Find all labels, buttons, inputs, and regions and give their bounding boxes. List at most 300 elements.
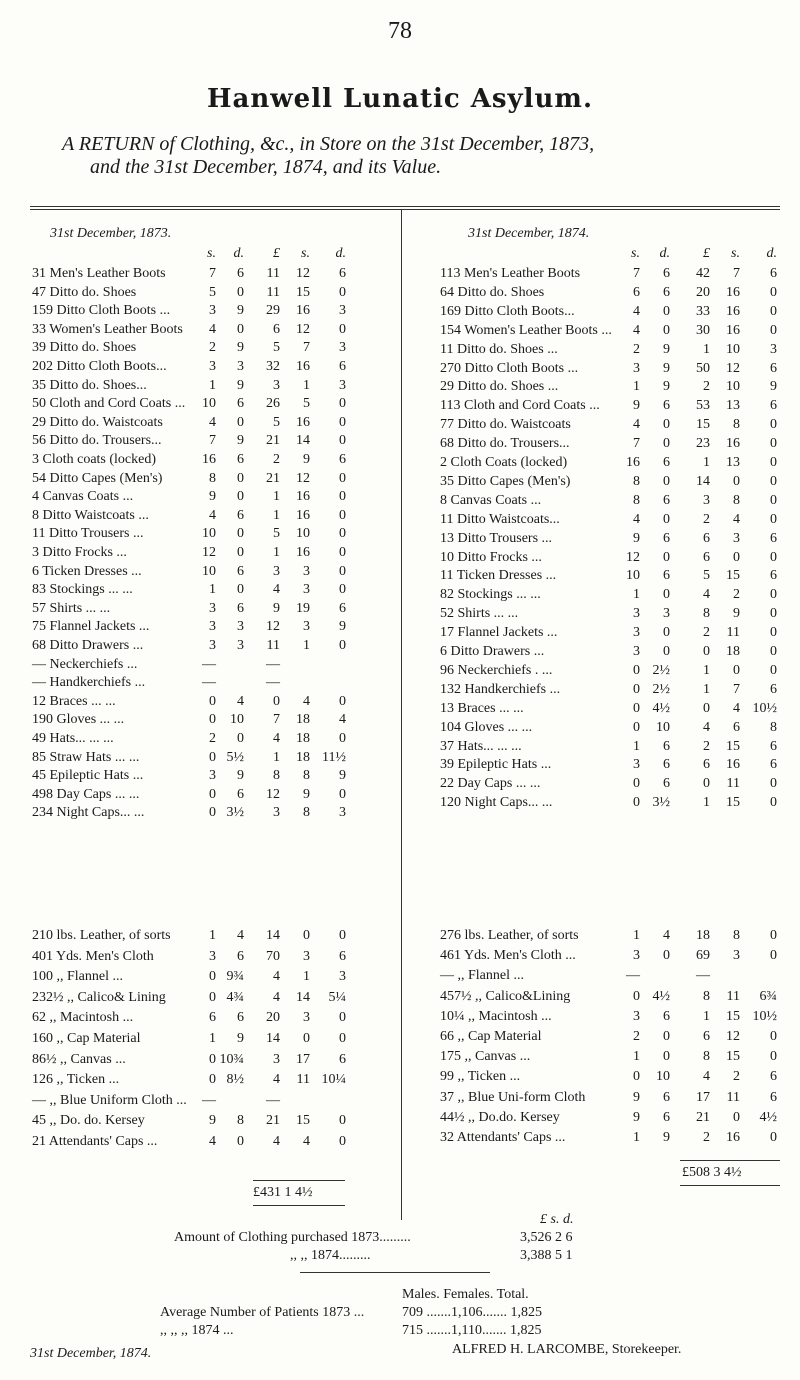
item-value-d: 6: [237, 452, 244, 467]
item-description: 85 Straw Hats ... ...: [32, 749, 140, 765]
item-description: 126 ,, Ticken ...: [32, 1072, 120, 1088]
item-value-s2: 11: [726, 625, 740, 641]
item-value-d: 0: [663, 587, 670, 603]
item-value-d2: 0: [770, 303, 777, 319]
item-description: 54 Ditto Capes (Men's): [32, 470, 163, 486]
item-value-d2: 0: [770, 511, 777, 527]
summary-rule: [300, 1272, 490, 1273]
item-value-L: 1: [273, 749, 280, 765]
item-value-L: 3: [273, 1051, 280, 1067]
item-description: 21 Attendants' Caps ...: [32, 1134, 158, 1149]
item-value-d: 3½: [652, 795, 670, 811]
item-value-d: 6: [663, 492, 670, 508]
item-value-s2: 15: [726, 568, 740, 584]
item-value-s: 5: [209, 284, 216, 300]
item-description: 6 Ticken Dresses ...: [32, 563, 142, 579]
item-value-d: 4¾: [226, 989, 244, 1005]
item-value-d: 6: [663, 398, 670, 414]
item-value-d: 0: [663, 322, 670, 338]
item-value-d: 3: [237, 359, 244, 374]
item-value-d2: 0: [339, 1113, 346, 1129]
hdr-pound: £: [703, 246, 710, 261]
item-description: 2 Cloth Coats (locked): [440, 455, 568, 470]
item-value-L: 32: [266, 359, 280, 374]
item-value-s2: 16: [296, 507, 310, 523]
item-value-L: 4: [273, 582, 280, 598]
item-value-d2: 0: [339, 1134, 346, 1149]
hdr-d: d.: [659, 246, 670, 261]
item-description: 37 Hats... ... ...: [440, 738, 522, 754]
item-value-s: 1: [633, 587, 640, 603]
item-value-s: 1: [633, 1049, 640, 1065]
item-value-d: 9: [237, 1031, 244, 1046]
item-description: 6 Ditto Drawers ...: [440, 644, 545, 659]
item-value-L: 1: [703, 795, 710, 811]
table-row: [0, 436, 800, 455]
item-value-s: 7: [209, 433, 216, 449]
item-description: 68 Ditto Drawers ...: [32, 638, 144, 653]
item-value-s2: 16: [726, 322, 740, 338]
item-description: 10¼ ,, Macintosh ...: [440, 1008, 552, 1024]
item-description: 29 Ditto do. Waistcoats: [32, 414, 163, 430]
item-value-d: 9: [663, 1130, 670, 1145]
item-value-L: 69: [696, 948, 710, 964]
item-value-d: 3: [663, 606, 670, 622]
item-description: 104 Gloves ... ...: [440, 719, 533, 735]
item-description: — Neckerchiefs ...: [32, 656, 138, 672]
item-value-s: 9: [209, 1113, 216, 1129]
item-value-d2: 6: [770, 530, 777, 546]
item-value-s2: 1: [303, 377, 310, 393]
item-value-d2: 0: [339, 1031, 346, 1046]
item-value-L: 1: [273, 545, 280, 560]
item-value-d2: 0: [770, 948, 777, 964]
item-value-s2: 4: [303, 693, 310, 709]
item-value-L: 30: [696, 322, 710, 338]
item-value-s2: 15: [296, 1113, 310, 1129]
right-total: £508 3 4½: [682, 1165, 742, 1180]
item-value-d: 0: [663, 473, 670, 489]
item-value-d: 0: [237, 582, 244, 598]
item-description: 232½ ,, Calico& Lining: [32, 989, 166, 1005]
item-value-s: 16: [202, 452, 216, 467]
item-value-L: 3: [273, 377, 280, 393]
item-value-s: 4: [209, 507, 216, 523]
item-value-d2: 0: [770, 492, 777, 508]
item-value-L: 4: [703, 1069, 710, 1085]
item-value-d: 3½: [226, 805, 244, 821]
item-value-d2: 0: [770, 928, 777, 943]
item-description: 68 Ditto do. Trousers...: [440, 436, 570, 452]
item-value-d2: 6: [770, 360, 777, 376]
right-column-title: 31st December, 1874.: [468, 226, 590, 241]
item-value-d: 9¾: [226, 969, 244, 985]
item-value-s2: 16: [726, 757, 740, 773]
item-value-s: 4: [633, 322, 640, 338]
item-value-s2: 16: [726, 436, 740, 452]
item-description: 83 Stockings ... ...: [32, 582, 133, 598]
item-value-s: 2: [209, 731, 216, 746]
item-value-s2: 3: [303, 619, 310, 635]
item-value-L: 70: [266, 948, 280, 964]
item-value-s2: 18: [726, 644, 740, 659]
item-value-d: 6: [663, 776, 670, 792]
item-value-s: 3: [633, 644, 640, 659]
item-value-d2: 0: [770, 322, 777, 338]
table-row: [0, 512, 800, 531]
table-row: [0, 1110, 800, 1130]
item-value-d2: 3: [770, 341, 777, 357]
item-value-d: 4: [237, 928, 244, 943]
item-value-s: 9: [633, 1089, 640, 1105]
item-value-d: 0: [663, 549, 670, 565]
item-value-d: 6: [663, 1008, 670, 1024]
table-row: [0, 323, 800, 342]
item-value-L: 14: [266, 1031, 280, 1046]
item-value-s: —: [202, 675, 216, 691]
item-value-s2: 3: [733, 948, 740, 964]
table-row: [0, 587, 800, 606]
item-value-d: 0: [237, 545, 244, 560]
item-value-s2: 4: [733, 511, 740, 527]
item-value-d2: 0: [339, 563, 346, 579]
item-value-d2: 10½: [752, 700, 777, 716]
item-value-d2: 4: [339, 712, 346, 728]
item-value-s: 1: [633, 928, 640, 943]
item-value-s: 1: [209, 1031, 216, 1046]
item-value-s2: 10: [726, 341, 740, 357]
item-description: 160 ,, Cap Material: [32, 1031, 141, 1046]
item-value-d: 6: [663, 1089, 670, 1105]
item-value-L: 26: [266, 396, 280, 412]
table-row: [0, 776, 800, 795]
item-value-d: 9: [237, 377, 244, 393]
item-value-d: 0: [237, 470, 244, 486]
item-value-d2: 0: [339, 638, 346, 653]
item-value-s2: 16: [296, 303, 310, 319]
table-row: [0, 568, 800, 587]
item-value-d2: 10¼: [321, 1072, 346, 1088]
item-value-d2: 0: [770, 795, 777, 811]
item-value-d2: 0: [339, 526, 346, 542]
item-description: — ,, Flannel ...: [440, 968, 524, 984]
item-value-s2: 10: [726, 379, 740, 395]
item-value-L: 29: [266, 303, 280, 319]
item-value-s: 4: [633, 511, 640, 527]
amount-header: £ s. d.: [540, 1212, 574, 1227]
item-description: 401 Yds. Men's Cloth: [32, 948, 154, 964]
item-value-d2: 6: [770, 266, 777, 281]
date-signed: 31st December, 1874.: [30, 1346, 152, 1361]
patients-1873-label: Average Number of Patients 1873 ...: [160, 1305, 365, 1320]
item-value-d2: 6: [770, 398, 777, 414]
item-value-d2: 6: [339, 948, 346, 964]
patients-1874-value: 715 .......1,110....... 1,825: [402, 1323, 542, 1338]
item-description: 3 Ditto Frocks ...: [32, 545, 127, 560]
item-value-d: 6: [237, 396, 244, 412]
item-value-L: 14: [696, 473, 710, 489]
item-value-d2: 0: [339, 731, 346, 746]
item-description: 10 Ditto Frocks ...: [440, 549, 542, 565]
item-description: 56 Ditto do. Trousers...: [32, 433, 162, 449]
item-value-s: 3: [209, 948, 216, 964]
item-description: 210 lbs. Leather, of sorts: [32, 928, 171, 943]
item-description: — ,, Blue Uniform Cloth ...: [32, 1092, 187, 1108]
item-value-d: 2½: [652, 681, 670, 697]
item-value-d: 0: [237, 284, 244, 300]
item-value-s2: 4: [733, 700, 740, 716]
item-value-s2: 8: [303, 768, 310, 784]
item-value-d2: 3: [339, 303, 346, 319]
item-value-s: 7: [633, 266, 640, 281]
item-value-d2: 9: [339, 619, 346, 635]
hdr-d: d.: [233, 246, 244, 261]
item-value-L: 33: [696, 303, 710, 319]
return-title-line2: and the 31st December, 1874, and its Value.: [90, 156, 442, 178]
item-value-s: 12: [626, 549, 640, 565]
item-value-d2: 0: [339, 470, 346, 486]
item-value-L: 12: [266, 619, 280, 635]
hdr-d2: d.: [335, 246, 346, 261]
item-value-s2: 0: [303, 928, 310, 943]
item-value-s: 2: [633, 1029, 640, 1044]
item-value-s2: 12: [726, 1029, 740, 1044]
item-value-d: 10: [656, 719, 670, 735]
item-description: 132 Handkerchiefs ...: [440, 681, 561, 697]
item-value-d2: 0: [770, 436, 777, 452]
item-value-s: 4: [209, 1134, 216, 1149]
item-description: 75 Flannel Jackets ...: [32, 619, 150, 635]
item-description: 35 Ditto Capes (Men's): [440, 473, 571, 489]
item-value-s: 0: [633, 795, 640, 811]
item-value-s: 10: [202, 396, 216, 412]
item-value-s2: 13: [726, 398, 740, 414]
table-row: [0, 361, 800, 380]
item-value-s: 9: [633, 530, 640, 546]
item-value-d: 3: [237, 638, 244, 653]
item-description: 44½ ,, Do.do. Kersey: [440, 1109, 560, 1125]
item-value-s2: 9: [303, 786, 310, 802]
item-value-d: 4½: [652, 988, 670, 1004]
left-total-underline: [253, 1205, 345, 1206]
item-value-d2: 10½: [752, 1008, 777, 1024]
item-value-d: 0: [237, 414, 244, 430]
item-value-d: 0: [663, 511, 670, 527]
item-value-s2: 3: [303, 582, 310, 598]
item-value-d2: 6: [770, 1069, 777, 1085]
item-value-s: 16: [626, 455, 640, 470]
item-description: 11 Ditto do. Shoes ...: [440, 341, 558, 357]
item-value-d: 3: [237, 619, 244, 635]
item-value-L: 11: [266, 638, 280, 653]
item-value-s: 8: [633, 492, 640, 508]
item-value-s: 0: [209, 693, 216, 709]
item-value-L: 2: [703, 738, 710, 754]
item-value-L: —: [266, 656, 280, 672]
item-value-d: 4½: [652, 700, 670, 716]
table-row: [0, 625, 800, 644]
item-value-L: 5: [273, 414, 280, 430]
amount-1873-label: Amount of Clothing purchased 1873.........: [174, 1230, 411, 1245]
item-value-d2: 6: [770, 568, 777, 584]
item-value-L: 3: [273, 563, 280, 579]
item-value-s2: 15: [726, 1049, 740, 1065]
item-description: 17 Flannel Jackets ...: [440, 625, 558, 641]
item-value-s: 1: [209, 582, 216, 598]
hdr-s: s.: [207, 246, 216, 261]
item-value-d2: 9: [339, 768, 346, 784]
item-value-d2: 6: [339, 266, 346, 281]
table-row: [0, 1009, 800, 1029]
item-value-d2: 4½: [759, 1109, 777, 1125]
item-value-s: 6: [209, 1010, 216, 1026]
item-value-L: 15: [696, 417, 710, 433]
table-row: [0, 757, 800, 776]
item-value-s2: 1: [303, 969, 310, 985]
item-value-d: 6: [237, 600, 244, 616]
table-row: [0, 550, 800, 569]
item-value-L: 5: [273, 340, 280, 356]
item-value-d: 6: [663, 757, 670, 773]
item-value-s2: 0: [733, 549, 740, 565]
item-value-L: 4: [273, 1134, 280, 1149]
item-value-d: 0: [237, 321, 244, 337]
item-value-d: 0: [663, 625, 670, 641]
item-value-s: 4: [209, 321, 216, 337]
item-value-d: 9: [663, 360, 670, 376]
item-description: 29 Ditto do. Shoes ...: [440, 379, 559, 395]
item-value-s: 1: [209, 928, 216, 943]
item-description: 113 Cloth and Cord Coats ...: [440, 398, 600, 414]
item-value-d: 10¾: [219, 1051, 244, 1067]
item-value-d: 9: [237, 433, 244, 449]
item-value-s: 0: [633, 700, 640, 716]
item-description: 47 Ditto do. Shoes: [32, 284, 137, 300]
item-value-s2: 1: [303, 638, 310, 653]
item-value-L: 12: [266, 786, 280, 802]
item-description: 4 Canvas Coats ...: [32, 489, 134, 505]
item-value-L: 5: [703, 568, 710, 584]
table-row: [0, 531, 800, 550]
table-row: [0, 455, 800, 474]
item-value-L: 3: [273, 805, 280, 821]
item-value-L: 14: [266, 928, 280, 943]
item-value-d: 6: [663, 266, 670, 281]
item-description: 498 Day Caps ... ...: [32, 786, 140, 802]
item-value-d: 0: [663, 644, 670, 659]
table-row: [0, 644, 800, 663]
item-description: — Handkerchiefs ...: [32, 675, 146, 691]
item-value-s: 0: [633, 988, 640, 1004]
item-value-d: 0: [663, 303, 670, 319]
item-value-d2: 0: [339, 928, 346, 943]
item-value-d: 8½: [226, 1072, 244, 1088]
item-value-s2: 12: [726, 360, 740, 376]
item-value-d: 0: [663, 948, 670, 964]
item-description: 190 Gloves ... ...: [32, 712, 125, 728]
item-value-L: 50: [696, 360, 710, 376]
item-value-s: 0: [209, 805, 216, 821]
item-value-d2: 9: [770, 379, 777, 395]
item-value-L: 4: [273, 969, 280, 985]
item-value-s: 3: [209, 600, 216, 616]
item-value-d2: 0: [339, 693, 346, 709]
item-value-s2: 7: [303, 340, 310, 356]
item-value-L: 1: [703, 1008, 710, 1024]
item-description: 32 Attendants' Caps ...: [440, 1130, 566, 1145]
item-value-d: 9: [237, 768, 244, 784]
item-value-s2: 0: [733, 473, 740, 489]
item-value-L: 1: [273, 507, 280, 523]
item-value-L: 6: [703, 549, 710, 565]
item-value-s2: 3: [733, 530, 740, 546]
item-value-s: 0: [209, 989, 216, 1005]
item-value-s: 9: [209, 489, 216, 505]
item-value-L: 21: [266, 1113, 280, 1129]
item-description: 100 ,, Flannel ...: [32, 969, 123, 985]
table-row: [0, 474, 800, 493]
table-row: [0, 720, 800, 739]
item-value-L: 3: [703, 492, 710, 508]
item-value-s2: 16: [296, 359, 310, 374]
item-value-L: 21: [266, 433, 280, 449]
item-value-d2: 0: [770, 606, 777, 622]
item-value-L: 23: [696, 436, 710, 452]
item-value-s2: 0: [303, 1031, 310, 1046]
item-value-L: 11: [266, 284, 280, 300]
item-value-d2: 0: [770, 625, 777, 641]
item-value-L: —: [696, 968, 710, 984]
item-value-s2: 11: [726, 1089, 740, 1105]
item-value-d2: 0: [339, 507, 346, 523]
hdr-d2: d.: [766, 246, 777, 261]
table-row: [0, 1090, 800, 1110]
item-value-L: 8: [273, 768, 280, 784]
table-row: [0, 398, 800, 417]
item-value-s: 0: [633, 776, 640, 792]
table-row: [0, 663, 800, 682]
item-value-d: 6: [237, 1010, 244, 1026]
item-value-s: 0: [209, 1072, 216, 1088]
item-value-s2: 0: [733, 1109, 740, 1125]
item-value-L: 6: [703, 757, 710, 773]
item-value-s2: 18: [296, 749, 310, 765]
item-description: 13 Braces ... ...: [440, 700, 524, 716]
item-value-L: 4: [273, 989, 280, 1005]
item-value-L: 4: [273, 1072, 280, 1088]
item-value-s2: 4: [303, 1134, 310, 1149]
item-value-d: 10: [230, 712, 244, 728]
item-value-s2: 2: [733, 587, 740, 603]
item-value-d: 6: [237, 786, 244, 802]
item-value-s2: 11: [726, 988, 740, 1004]
item-value-d2: 0: [339, 545, 346, 560]
item-value-s: 3: [209, 638, 216, 653]
item-description: 234 Night Caps... ...: [32, 805, 145, 821]
item-value-d2: 6: [339, 359, 346, 374]
item-value-d2: 0: [770, 284, 777, 300]
item-value-d2: 11½: [322, 749, 346, 765]
item-value-L: 1: [273, 489, 280, 505]
table-row: [0, 739, 800, 758]
item-value-L: 4: [703, 719, 710, 735]
item-value-d: 0: [237, 731, 244, 746]
table-row: [0, 682, 800, 701]
left-total-rule: [253, 1180, 345, 1181]
item-value-d2: 8: [770, 719, 777, 735]
item-description: 33 Women's Leather Boots: [32, 321, 183, 337]
item-value-s: 8: [209, 470, 216, 486]
